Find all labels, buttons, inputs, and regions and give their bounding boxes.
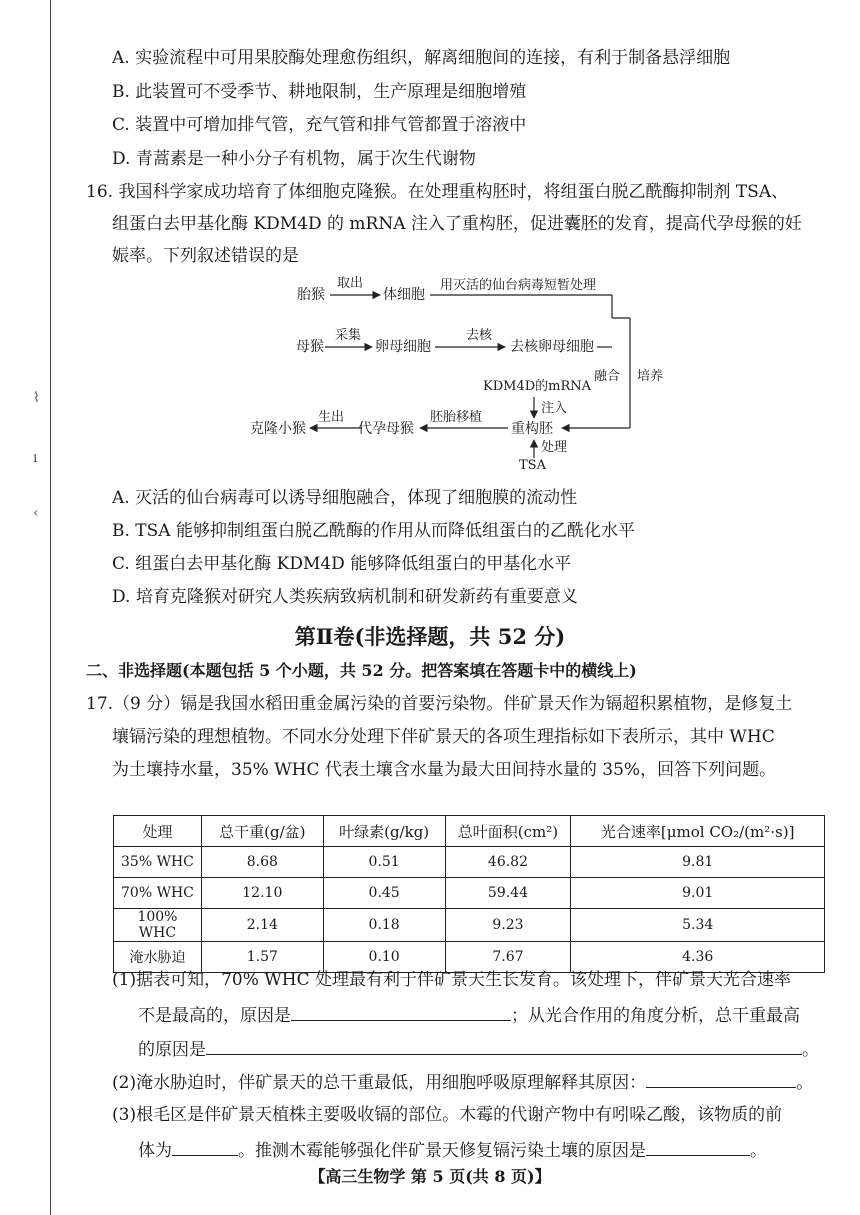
diagram-mrna: KDM4D的mRNA [483, 379, 592, 394]
q16-option-a: A. 灭活的仙台病毒可以诱导细胞融合，体现了细胞膜的流动性 [112, 488, 578, 508]
diagram-process: 处理 [541, 440, 568, 455]
answer-blank-3[interactable] [646, 1069, 796, 1088]
q16-stem-line-1: 16. 我国科学家成功培育了体细胞克隆猴。在处理重构胚时，将组蛋白脱乙酰酶抑制剂 TSA、 [86, 182, 789, 202]
margin-mark: ı [33, 450, 38, 466]
binding-line [50, 0, 51, 1215]
diagram-fetal-monkey: 胎猴 [297, 287, 325, 303]
table-cell: 0.10 [323, 942, 445, 973]
diagram-embryo-transfer: 胚胎移植 [430, 410, 483, 425]
q15-option-a: A. 实验流程中可用果胶酶处理愈伤组织，解离细胞间的连接，有利于制备悬浮细胞 [112, 48, 731, 68]
table-cell: 9.01 [571, 878, 825, 909]
q17-sub1-text-b: ；从光合作用的角度分析，总干重最高 [511, 1006, 800, 1026]
q17-sub3-text-a: 体为 [138, 1141, 172, 1161]
q17-stem-line-1: 17.（9 分）镉是我国水稻田重金属污染的首要污染物。伴矿景天作为镉超积累植物，是修复土 [86, 694, 793, 714]
q16-stem-line-2: 组蛋白去甲基化酶 KDM4D 的 mRNA 注入了重构胚，促进囊胚的发育，提高代孕母猴的妊 [112, 214, 802, 234]
table-row [114, 847, 825, 878]
q17-sub3-line-1: (3)根毛区是伴矿景天植株主要吸收镉的部位。木霉的代谢产物中有吲哚乙酸，该物质的前 [112, 1105, 783, 1125]
answer-blank-5[interactable] [646, 1137, 750, 1156]
table-cell: 0.51 [323, 847, 445, 878]
q17-stem-line-2: 壤镉污染的理想植物。不同水分处理下伴矿景天的各项生理指标如下表所示，其中 WHC [112, 727, 775, 747]
table-cell: 4.36 [571, 942, 825, 973]
diagram-inject: 注入 [541, 401, 568, 416]
table-cell: 0.45 [323, 878, 445, 909]
section-instruction: 二、非选择题(本题包括 5 个小题，共 52 分。把答案填在答题卡中的横线上) [86, 661, 637, 680]
answer-blank-4[interactable] [172, 1137, 238, 1156]
diagram-virus-treatment: 用灭活的仙台病毒短暂处理 [440, 278, 597, 293]
table-header: 光合速率[μmol CO₂/(m²·s)] [571, 816, 825, 847]
table-cell: 9.81 [571, 847, 825, 878]
q15-option-d: D. 青蒿素是一种小分子有机物，属于次生代谢物 [112, 149, 476, 169]
table-header: 总叶面积(cm²) [445, 816, 571, 847]
q17-sub1-line-2 [138, 1002, 800, 1028]
diagram-fusion: 融合 [594, 369, 621, 384]
table-cell: 0.18 [323, 909, 445, 942]
margin-mark: ‹ [33, 505, 39, 521]
q17-sub3-end: 。 [750, 1141, 767, 1161]
diagram-reconstructed-embryo: 重构胚 [511, 421, 553, 437]
q17-sub2-end: 。 [796, 1073, 814, 1093]
section-title: 第Ⅱ卷(非选择题，共 52 分) [294, 624, 566, 649]
q15-option-c: C. 装置中可增加排气管，充气管和排气管都置于溶液中 [112, 115, 527, 135]
diagram-surrogate: 代孕母猴 [358, 421, 414, 437]
q17-sub1-line-3 [138, 1036, 819, 1062]
table-header: 处理 [114, 816, 202, 847]
table-cell: 12.10 [201, 878, 323, 909]
margin-mark: ⌇ [33, 390, 40, 406]
diagram-somatic-cell: 体细胞 [383, 287, 425, 303]
diagram-enucleate: 去核 [466, 328, 493, 343]
table-cell: 46.82 [445, 847, 571, 878]
answer-blank-1[interactable] [291, 1002, 511, 1021]
q15-option-b: B. 此装置可不受季节、耕地限制，生产原理是细胞增殖 [112, 82, 527, 102]
table-header: 总干重(g/盆) [201, 816, 323, 847]
diagram-tsa: TSA [519, 458, 546, 473]
table-cell: 70% WHC [114, 878, 202, 909]
page-footer: 【高三生物学 第 5 页(共 8 页)】 [309, 1167, 551, 1186]
table-cell: 5.34 [571, 909, 825, 942]
q16-option-b: B. TSA 能够抑制组蛋白脱乙酰酶的作用从而降低组蛋白的乙酰化水平 [112, 521, 635, 541]
table-cell: 35% WHC [114, 847, 202, 878]
table-cell: 9.23 [445, 909, 571, 942]
q17-sub2-line [112, 1069, 813, 1095]
q17-sub2-text: (2)淹水胁迫时，伴矿景天的总干重最低，用细胞呼吸原理解释其原因： [112, 1073, 647, 1093]
q16-stem-line-3: 娠率。下列叙述错误的是 [112, 246, 299, 266]
table-row [114, 878, 825, 909]
table-cell: 2.14 [201, 909, 323, 942]
table-cell: 100% WHC [114, 909, 202, 942]
q17-sub1-line-1: (1)据表可知，70% WHC 处理最有利于伴矿景天生长发育。该处理下，伴矿景天光合速率 [112, 970, 791, 990]
table-header: 叶绿素(g/kg) [323, 816, 445, 847]
diagram-clone: 克隆小猴 [250, 421, 306, 437]
q16-option-c: C. 组蛋白去甲基化酶 KDM4D 能够降低组蛋白的甲基化水平 [112, 554, 572, 574]
table-header-row [114, 816, 825, 847]
q16-option-d: D. 培育克隆猴对研究人类疾病致病机制和研发新药有重要意义 [112, 587, 578, 607]
diagram-enucleated-oocyte: 去核卵母细胞 [510, 339, 594, 355]
table-row [114, 909, 825, 942]
table-cell: 8.68 [201, 847, 323, 878]
q17-sub1-text-c: 的原因是 [138, 1040, 206, 1060]
diagram-take-out: 取出 [337, 276, 364, 291]
diagram-culture: 培养 [637, 369, 664, 384]
table-cell: 7.67 [445, 942, 571, 973]
diagram-oocyte: 卵母细胞 [375, 339, 431, 355]
table-cell: 1.57 [201, 942, 323, 973]
diagram-collect: 采集 [335, 328, 362, 343]
q17-stem-line-3: 为土壤持水量，35% WHC 代表土壤含水量为最大田间持水量的 35%，回答下列问题。 [112, 760, 777, 780]
physiology-table [113, 815, 825, 973]
q17-sub1-end: 。 [802, 1040, 819, 1060]
q17-sub3-text-b: 。推测木霉能够强化伴矿景天修复镉污染土壤的原因是 [238, 1141, 646, 1161]
answer-blank-2[interactable] [206, 1036, 802, 1055]
q17-sub3-line-2 [138, 1137, 767, 1163]
diagram-birth: 生出 [318, 410, 345, 425]
q17-sub1-text-a: 不是最高的，原因是 [138, 1006, 291, 1026]
table-cell: 59.44 [445, 878, 571, 909]
diagram-mother-monkey: 母猴 [296, 339, 324, 355]
table-cell: 淹水胁迫 [114, 942, 202, 973]
